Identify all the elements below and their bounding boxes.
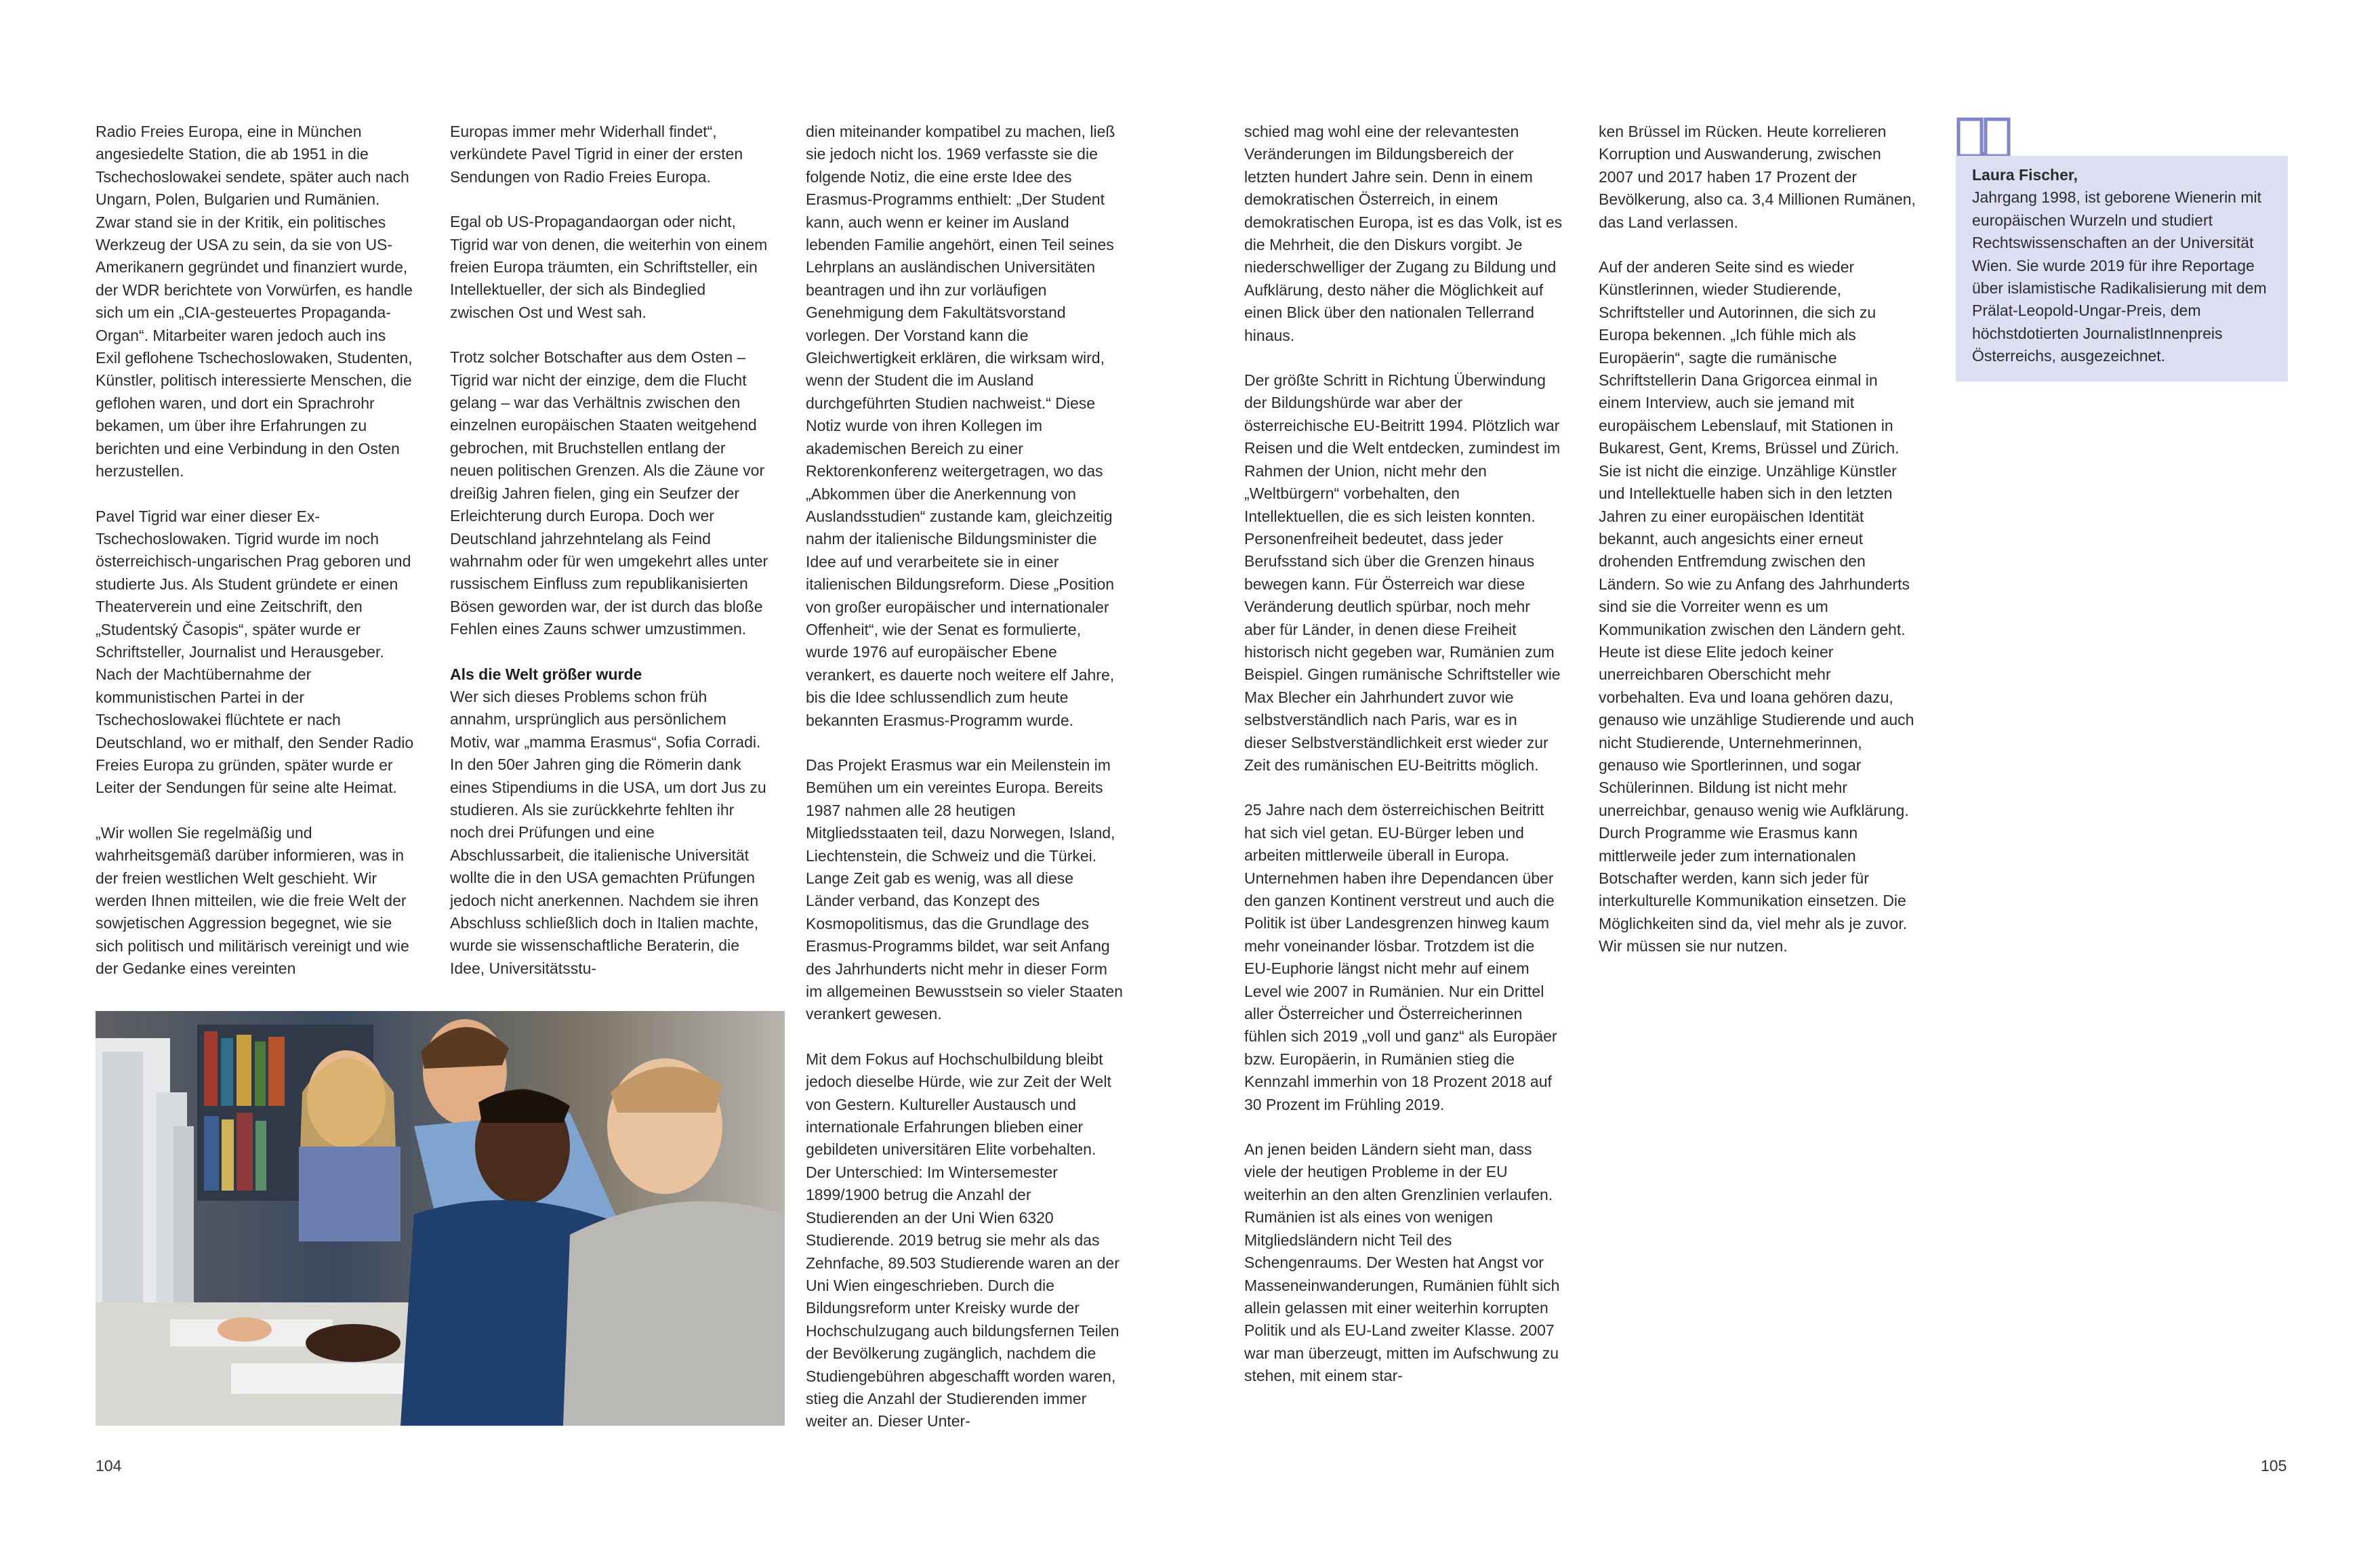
paragraph: Wer sich dieses Problems schon früh annahm, ursprünglich aus persönlichem Motiv, war „mamma Erasmus“, Sofia Corradi. In den 50er Jahren ging die Römerin dank eines Stipendiums in die USA, um dort Jus zu studieren. Als sie zurückkehrte fehlten ihr noch drei Prüfungen und eine Abschlussarbeit, die italienische Universität wollte die in den USA gemachten Prüfungen jedoch nicht anerkennen. Nachdem sie ihren Abschluss schließlich doch in Italien machte, wurde sie wissenschaftliche Beraterin, die Idee, Universitätsstu- bbox=[450, 687, 766, 977]
text-column-2 bbox=[450, 121, 768, 980]
author-bio-box bbox=[1956, 156, 2288, 381]
paragraph: Der größte Schritt in Richtung Überwindung der Bildungshürde war aber der österreichische EU-Beitritt 1994. Plötzlich war Reisen und die Welt entdecken, zumindest im Rahmen der Union, nicht mehr den „Weltbürgern“ vorbehalten, den Intellektuellen, die es sich leisten konnten. Personenfreiheit bedeutet, dass jeder Berufsstand sich über die Grenzen hinaus bewegen kann. Für Österreich war diese Veränderung deutlich spürbar, noch mehr aber für Länder, in denen diese Freiheit historisch nicht gegeben war, Rumänien zum Beispiel. Gingen rumänische Schriftsteller wie Max Blecher ein Jahrhundert zuvor wie selbstverständlich nach Paris, war es in dieser Selbstverständlichkeit erst wieder zur Zeit des rumänischen EU-Beitritts möglich. bbox=[1244, 371, 1561, 774]
text-column-4 bbox=[1244, 121, 1563, 1388]
paragraph: Egal ob US-Propagandaorgan oder nicht, Tigrid war von denen, die weiterhin von einem freien Europa träumten, ein Schriftsteller, ein Intellektueller, der sich als Bindeglied zwischen Ost und West sah. bbox=[450, 213, 768, 321]
paragraph: Trotz solcher Botschafter aus dem Osten – Tigrid war nicht der einzige, dem die Flucht gelang – war das Verhältnis zwischen den einzelnen europäischen Staaten weitgehend gebrochen, mit Bruchstellen entlang der neuen politischen Grenzen. Als die Zäune vor dreißig Jahren fielen, ging ein Seufzer der Erleichterung durch Europa. Doch wer Deutschland jahrzehntelang als Feind wahrnahm oder für wen umgekehrt alles unter russischem Einfluss zum republikanisierten Bösen geworden war, der ist durch das bloße Fehlen eines Zauns schwer umzustimmen. bbox=[450, 348, 768, 638]
text-column-3 bbox=[806, 121, 1124, 1433]
page-number-right: 105 bbox=[2261, 1457, 2287, 1474]
paragraph: Das Projekt Erasmus war ein Meilenstein im Bemühen um ein vereintes Europa. Bereits 1987 nahmen alle 28 heutigen Mitgliedsstaaten teil, dazu Norwegen, Island, Liechtenstein, die Schweiz und die Türkei. Lange Zeit gab es wenig, was all diese Länder verband, das Konzept des Kosmopolitismus, das die Grundlage des Erasmus-Programms bildet, war seit Anfang des Jahrhunderts nicht mehr in dieser Form im allgemeinen Bewusstsein so vieler Staaten verankert gewesen. bbox=[806, 756, 1123, 1023]
paragraph: Radio Freies Europa, eine in München angesiedelte Station, die ab 1951 in die Tschechoslowakei sendete, später auch nach Ungarn, Polen, Bulgarien und Rumänien. Zwar stand sie in der Kritik, ein politisches Werkzeug der USA zu sein, da sie von US-Amerikanern gegründet und finanziert wurde, der WDR berichtete von Vorwürfen, es handle sich um ein „CIA-gesteuertes Propaganda-Organ“. Mitarbeiter waren jedoch auch ins Exil geflohene Tschechoslowaken, Studenten, Künstler, politisch interessierte Menschen, die geflohen waren, und dort ein Sprachrohr bekamen, um über ihre Erfahrungen zu berichten und eine Verbindung in den Osten herzustellen. bbox=[96, 123, 413, 480]
paragraph: dien miteinander kompatibel zu machen, ließ sie jedoch nicht los. 1969 verfasste sie die folgende Notiz, die eine erste Idee des Erasmus-Programms enthielt: „Der Student kann, auch wenn er keiner im Ausland lebenden Familie angehört, einen Teil seines Lehrplans an ausländischen Universitäten beantragen und ihn zur vorläufigen Genehmigung dem Fakultätsvorstand vorlegen. Der Vorstand kann die Gleichwertigkeit erklären, die wirksam wird, wenn der Student die im Ausland durchgeführten Studien nachweist.“ Diese Notiz wurde von ihren Kollegen im akademischen Bereich zu einer Rektorenkonferenz weitergetragen, wo das „Abkommen über die Anerkennung von Auslandsstudien“ zustande kam, gleichzeitig nahm der italienische Bildungsminister die Idee auf und verarbeitete sie in einer italienischen Bildungsreform. Diese „Position von großer europäischer und internationaler Offenheit“, wie der Senat es formulierte, wurde 1976 auf europäischer Ebene verankert, es dauerte noch weitere elf Jahre, bis die Idee schlussendlich zum heute bekannten Erasmus-Programm wurde. bbox=[806, 123, 1115, 729]
text-column-1 bbox=[96, 121, 414, 981]
photo-illustration bbox=[96, 1011, 785, 1426]
author-name: Laura Fischer, bbox=[1972, 166, 2078, 184]
paragraph: 25 Jahre nach dem österreichischen Beitritt hat sich viel getan. EU-Bürger leben und arbeiten mittlerweile überall in Europa. Unternehmen haben ihre Dependancen über den ganzen Kontinent verstreut und auch die Politik ist über Landesgrenzen hinweg kaum mehr voneinander lösbar. Trotzdem ist die EU-Euphorie längst nicht mehr auf einem Level wie 2007 in Rumänien. Nur ein Drittel aller Österreicher und Österreicherinnen fühlen sich 2019 „voll und ganz“ als Europäer bzw. Europäerin, in Rumänien stieg die Kennzahl immerhin von 18 Prozent 2018 auf 30 Prozent im Frühling 2019. bbox=[1244, 801, 1557, 1113]
paragraph: Auf der anderen Seite sind es wieder Künstlerinnen, wieder Studierende, Schriftsteller und Autorinnen, die sich zu Europa bekennen. „Ich fühle mich als Europäerin“, sagte die rumänische Schriftstellerin Dana Grigorcea einmal in einem Interview, auch sie jemand mit europäischem Lebenslauf, mit Stationen in Bukarest, Gent, Krems, Brüssel und Zürich. Sie ist nicht die einzige. Unzählige Künstler und Intellektuelle haben sich in den letzten Jahren zu einer europäischen Identität bekannt, auch angesichts einer erneut drohenden Entfremdung zwischen den Ländern. So wie zu Anfang des Jahrhunderts sind sie die Vorreiter wenn es um Kommunikation zwischen den Ländern geht. Heute ist diese Elite jedoch keiner unerreichbaren Oberschicht mehr vorbehalten. Eva und Ioana gehören dazu, genauso wie unzählige Studierende und auch nicht Studierende, Unternehmerinnen, genauso wie Sportlerinnen, und sogar Schülerinnen. Bildung ist nicht mehr unerreichbar, genauso wenig wie Aufklärung. Durch Programme wie Erasmus kann mittlerweile jeder zum internationalen Botschafter werden, kann sich jeder für interkulturelle Kommunikation einsetzen. Die Möglichkeiten sind da, viel mehr als je zuvor. Wir müssen sie nur nutzen. bbox=[1599, 258, 1914, 955]
paragraph: ken Brüssel im Rücken. Heute korrelieren Korruption und Auswanderung, zwischen 2007 und 2017 haben 17 Prozent der Bevölkerung, also ca. 3,4 Millionen Rumänen, das Land verlassen. bbox=[1599, 123, 1916, 231]
paragraph: Europas immer mehr Widerhall findet“, verkündete Pavel Tigrid in einer der ersten Sendungen von Radio Freies Europa. bbox=[450, 123, 743, 186]
students-at-computers-photo bbox=[96, 1011, 785, 1426]
paragraph: An jenen beiden Ländern sieht man, dass viele der heutigen Probleme in der EU weiterhin an den alten Grenzlinien verlaufen. Rumänien ist als eines von wenigen Mitgliedsländern nicht Teil des Schengenraums. Der Westen hat Angst vor Masseneinwanderungen, Rumänien fühlt sich allein gelassen mit einer weiterhin korrupten Politik und als EU-Land zweiter Klasse. 2007 war man überzeugt, mitten im Aufschwung zu stehen, mit einem star- bbox=[1244, 1140, 1560, 1385]
paragraph: Mit dem Fokus auf Hochschulbildung bleibt jedoch dieselbe Hürde, wie zur Zeit der Welt von Gestern. Kultureller Austausch und internationale Erfahrungen blieben einer gebildeten universitären Elite vorbehalten. Der Unterschied: Im Wintersemester 1899/1900 betrug die Anzahl der Studierenden an der Uni Wien 6320 Studierende. 2019 betrug sie mehr als das Zehnfache, 89.503 Studierende waren an der Uni Wien eingeschrieben. Durch die Bildungsreform unter Kreisky wurde der Hochschulzugang auch bildungsfernen Teilen der Bevölkerung zugänglich, nachdem die Studiengebühren abgeschafft worden waren, stieg die Anzahl der Studierenden immer weiter an. Dieser Unter- bbox=[806, 1050, 1120, 1430]
book-icon bbox=[1956, 115, 2011, 159]
author-bio-text: Jahrgang 1998, ist geborene Wienerin mit europäischen Wurzeln und studiert Rechtswissenschaften an der Universität Wien. Sie wurde 2019 für ihre Reportage über islamistische Radikalisierung mit dem Prälat-Leopold-Ungar-Preis, dem höchstdotierten JournalistInnenpreis Österreichs, ausgezeichnet. bbox=[1972, 188, 2267, 365]
paragraph: Pavel Tigrid war einer dieser Ex-Tschechoslowaken. Tigrid wurde im noch österreichisch-ungarischen Prag geboren und studierte Jus. Als Student gründete er einen Theaterverein und eine Zeitschrift, den „Studentský Časopis“, später wurde er Schriftsteller, Journalist und Herausgeber. Nach der Machtübernahme der kommunistischen Partei in der Tschechoslowakei flüchtete er nach Deutschland, wo er mithalf, den Sender Radio Freies Europa zu gründen, später wurde er Leiter der Sendungen für seine alte Heimat. bbox=[96, 507, 414, 797]
paragraph: schied mag wohl eine der relevantesten Veränderungen im Bildungsbereich der letzten hundert Jahre sein. Denn in einem demokratischen Österreich, in einem demokratischen Europa, ist es das Volk, ist es die Mehrheit, die den Diskurs vorgibt. Je niederschwelliger der Zugang zu Bildung und Aufklärung, desto näher die Möglichkeit auf einen Blick über den nationalen Tellerrand hinaus. bbox=[1244, 123, 1563, 344]
section-heading: Als die Welt größer wurde bbox=[450, 665, 642, 683]
text-column-5 bbox=[1599, 121, 1917, 958]
paragraph: „Wir wollen Sie regelmäßig und wahrheitsgemäß darüber informieren, was in der freien westlichen Welt geschieht. Wir werden Ihnen mitteilen, wie die freie Welt der sowjetischen Aggression begegnet, wie sie sich politisch und militärisch vereinigt und wie der Gedanke eines vereinten bbox=[96, 823, 409, 978]
page-number-left: 104 bbox=[96, 1457, 122, 1474]
